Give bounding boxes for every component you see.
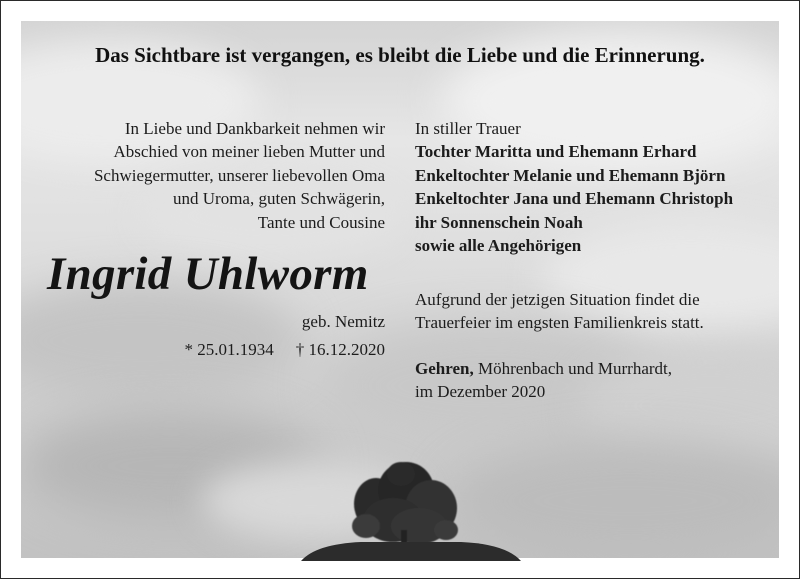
mourner-line: Enkeltochter Jana und Ehemann Christoph [415,189,734,209]
place-others: Möhrenbach und Murrhardt, [473,359,672,378]
place-and-date [415,357,775,404]
info-line: Aufgrund der jetzigen Situation findet die [415,290,700,309]
intro-line: In Liebe und Dankbarkeit nehmen wir [124,119,385,138]
deceased-name: Ingrid Uhlworm [47,248,369,300]
intro-line: Schwiegermutter, unserer liebevollen Oma [93,165,385,185]
life-dates [161,340,385,360]
mourner-line: ihr Sonnenschein Noah [415,212,583,232]
death-date: † 16.12.2020 [295,340,385,359]
mourners-heading: In stiller Trauer [415,119,521,138]
intro-text [41,117,385,234]
intro-line: Tante und Cousine [257,212,385,232]
mourner-line: sowie alle Angehörigen [415,236,582,256]
mourner-line: Tochter Maritta und Ehemann Erhard [415,142,697,162]
info-line: Trauerfeier im engsten Familienkreis statt. [415,313,704,333]
mourner-line: Enkeltochter Melanie und Ehemann Björn [415,165,726,185]
place-town: Gehren, [415,359,474,378]
headline-quote: Das Sichtbare ist vergangen, es bleibt die Liebe und die Erinnerung. [95,43,705,67]
funeral-info [415,288,775,335]
birth-date: * 25.01.1934 [184,340,274,359]
tree-on-hill-image [301,456,521,561]
mourners-block [415,117,775,257]
maiden-name: geb. Nemitz [301,312,385,331]
intro-line: Abschied von meiner lieben Mutter und [113,142,385,162]
place-date: im Dezember 2020 [415,382,546,402]
intro-line: und Uroma, guten Schwägerin, [173,189,385,209]
